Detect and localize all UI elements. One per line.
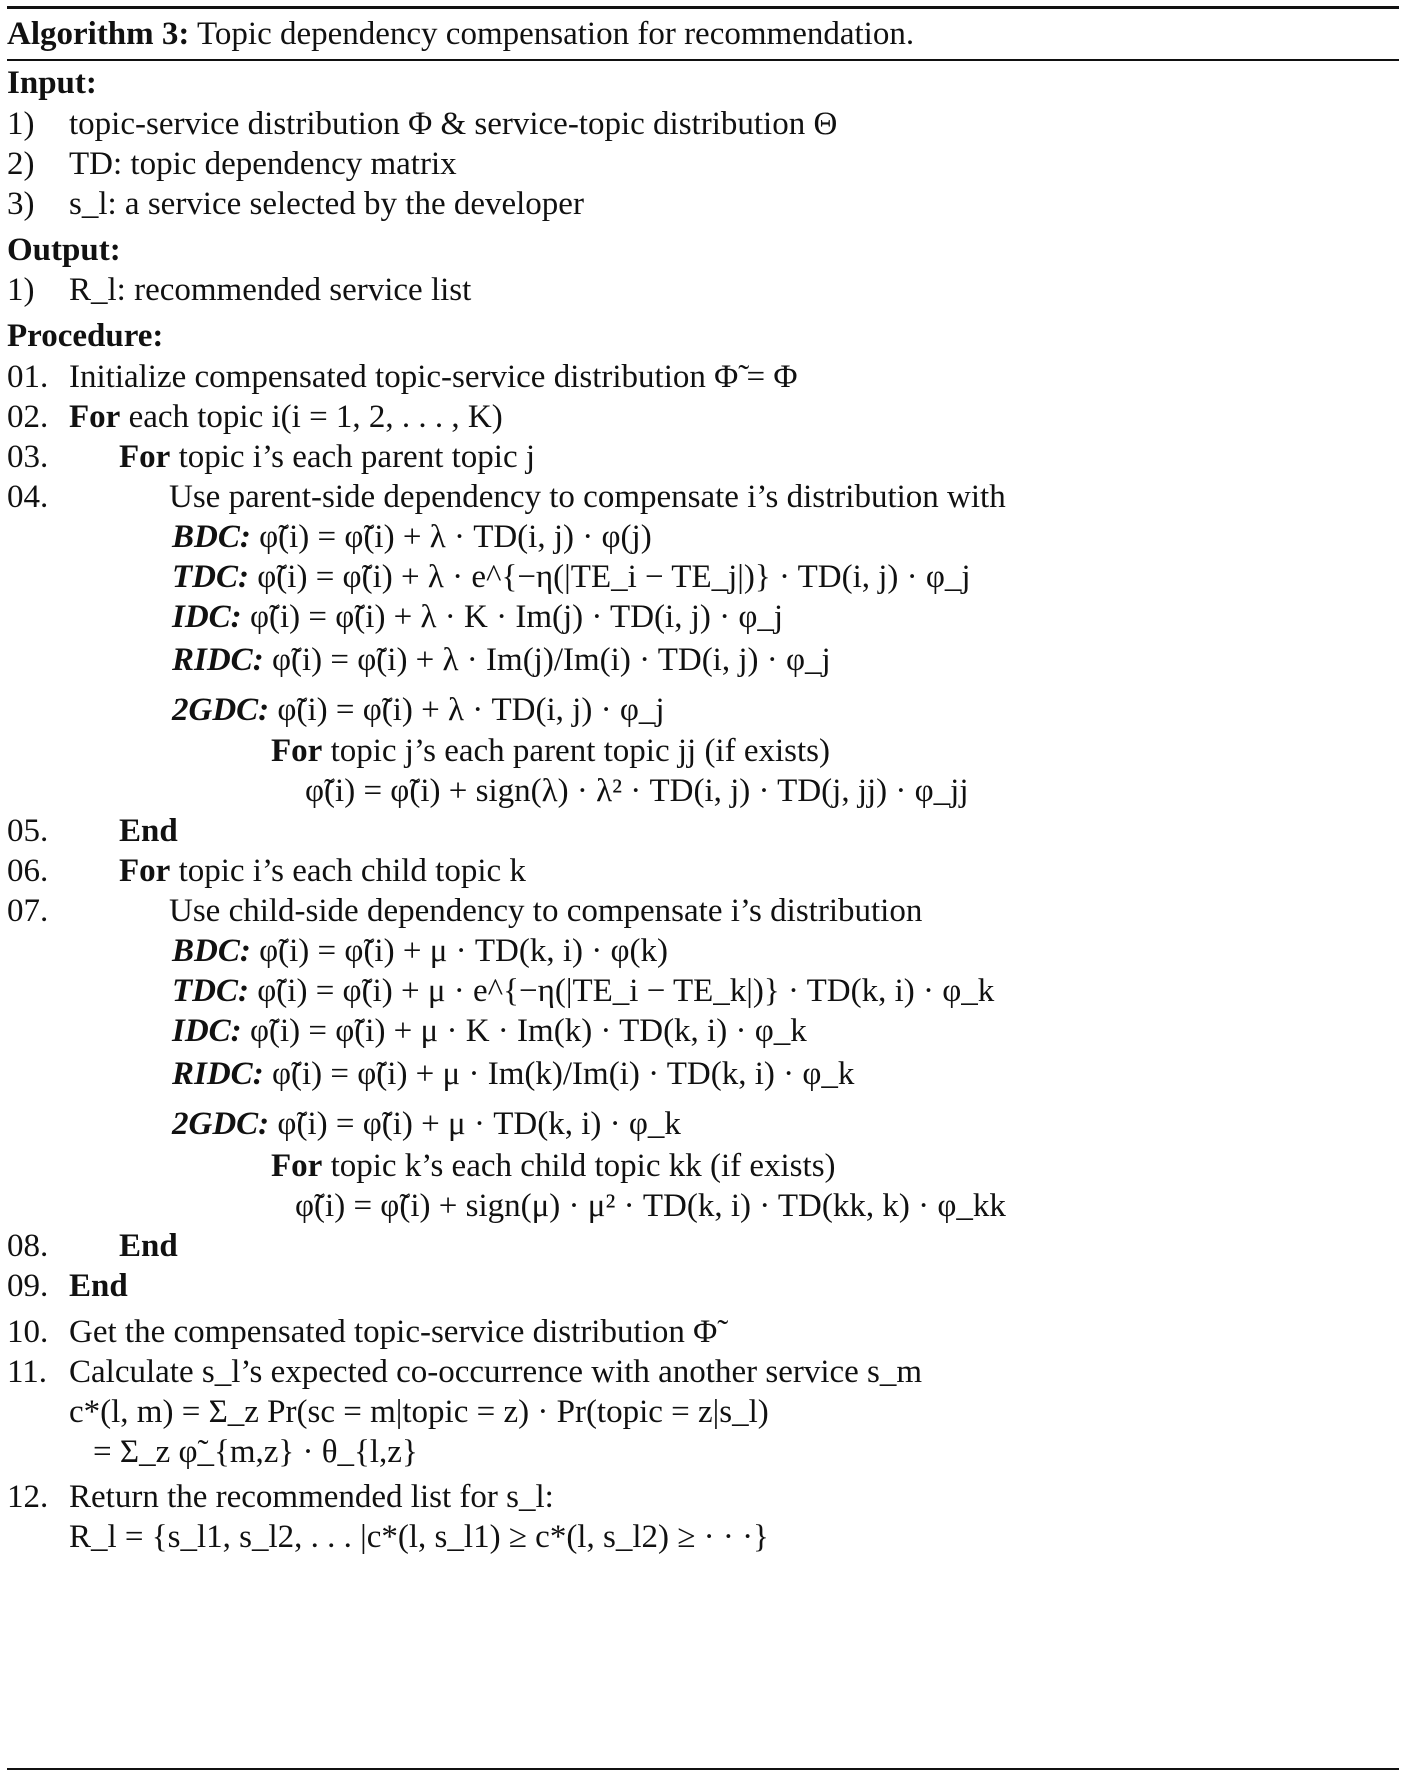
bottom-rule [7,1768,1399,1770]
algorithm-caption [7,9,1399,59]
input-item-text: TD: topic dependency matrix [69,146,457,182]
step-text: φ̃(i) = φ̃(i) + sign(μ) · μ² · TD(k, i) · TD(kk, k) · φ_kk [295,1188,1006,1224]
step-number: 05. [7,813,49,849]
step-text: For topic j’s each parent topic jj (if exists) [271,733,830,769]
input-item-text: s_l: a service selected by the developer [69,186,584,222]
step-text: 2GDC: φ̃(i) = φ̃(i) + λ · TD(i, j) · φ_j [172,692,665,728]
step-text: IDC: φ̃(i) = φ̃(i) + μ · K · Im(k) · TD(k, i) · φ_k [172,1013,807,1049]
step-text: Return the recommended list for s_l: [69,1479,554,1515]
step-number: 01. [7,359,49,395]
caption-title: Topic dependency compensation for recommendation. [197,16,915,52]
step-text: R_l = {s_l1, s_l2, . . . |c*(l, s_l1) ≥ c*(l, s_l2) ≥ · · ·} [69,1519,769,1555]
step-text: For topic i’s each parent topic j [119,439,536,475]
step-number: 07. [7,893,49,929]
step-text: = Σ_z φ̃_{m,z} · θ_{l,z} [93,1434,418,1470]
step-text: TDC: φ̃(i) = φ̃(i) + μ · e^{−η(|TE_i − TE_k|)} · TD(k, i) · φ_k [172,973,995,1009]
step-text: BDC: φ̃(i) = φ̃(i) + λ · TD(i, j) · φ(j) [172,519,652,555]
procedure-heading: Procedure: [7,318,164,354]
caption-rule [7,59,1399,61]
caption-label: Algorithm 3: [7,16,190,52]
step-number: 09. [7,1268,49,1304]
step-text: For topic i’s each child topic k [119,853,526,889]
algorithm-box [7,6,1399,61]
step-text: Use parent-side dependency to compensate i’s distribution with [169,479,1006,515]
step-text: End [69,1268,128,1304]
step-text: 2GDC: φ̃(i) = φ̃(i) + μ · TD(k, i) · φ_k [172,1106,681,1142]
step-number: 10. [7,1314,49,1350]
step-text: BDC: φ̃(i) = φ̃(i) + μ · TD(k, i) · φ(k) [172,933,669,969]
output-heading: Output: [7,232,121,268]
step-text: TDC: φ̃(i) = φ̃(i) + λ · e^{−η(|TE_i − TE_j|)} · TD(i, j) · φ_j [172,559,971,595]
step-text: c*(l, m) = Σ_z Pr(sc = m|topic = z) · Pr(topic = z|s_l) [69,1394,769,1430]
step-number: 02. [7,399,49,435]
step-number: 03. [7,439,49,475]
step-text: Get the compensated topic-service distribution Φ̃ [69,1314,718,1350]
step-text: IDC: φ̃(i) = φ̃(i) + λ · K · Im(j) · TD(i, j) · φ_j [172,599,784,635]
step-text: End [119,813,178,849]
output-item-text: R_l: recommended service list [69,272,472,308]
step-text: Use child-side dependency to compensate i’s distribution [169,893,923,929]
step-text: For topic k’s each child topic kk (if exists) [271,1148,836,1184]
step-text: Calculate s_l’s expected co-occurrence with another service s_m [69,1354,923,1390]
step-text: Initialize compensated topic-service distribution Φ̃ = Φ [69,359,798,395]
step-text: For each topic i(i = 1, 2, . . . , K) [69,399,503,435]
step-number: 11. [7,1354,48,1390]
input-item-text: topic-service distribution Φ & service-topic distribution Θ [69,106,838,142]
step-text: RIDC: φ̃(i) = φ̃(i) + μ · Im(k)/Im(i) · TD(k, i) · φ_k [172,1056,855,1092]
step-number: 08. [7,1228,49,1264]
step-number: 06. [7,853,49,889]
step-text: φ̃(i) = φ̃(i) + sign(λ) · λ² · TD(i, j) · TD(j, jj) · φ_jj [305,773,969,809]
step-text: RIDC: φ̃(i) = φ̃(i) + λ · Im(j)/Im(i) · TD(i, j) · φ_j [172,642,831,678]
step-number: 12. [7,1479,49,1515]
input-heading: Input: [7,65,97,101]
step-text: End [119,1228,178,1264]
step-number: 04. [7,479,49,515]
